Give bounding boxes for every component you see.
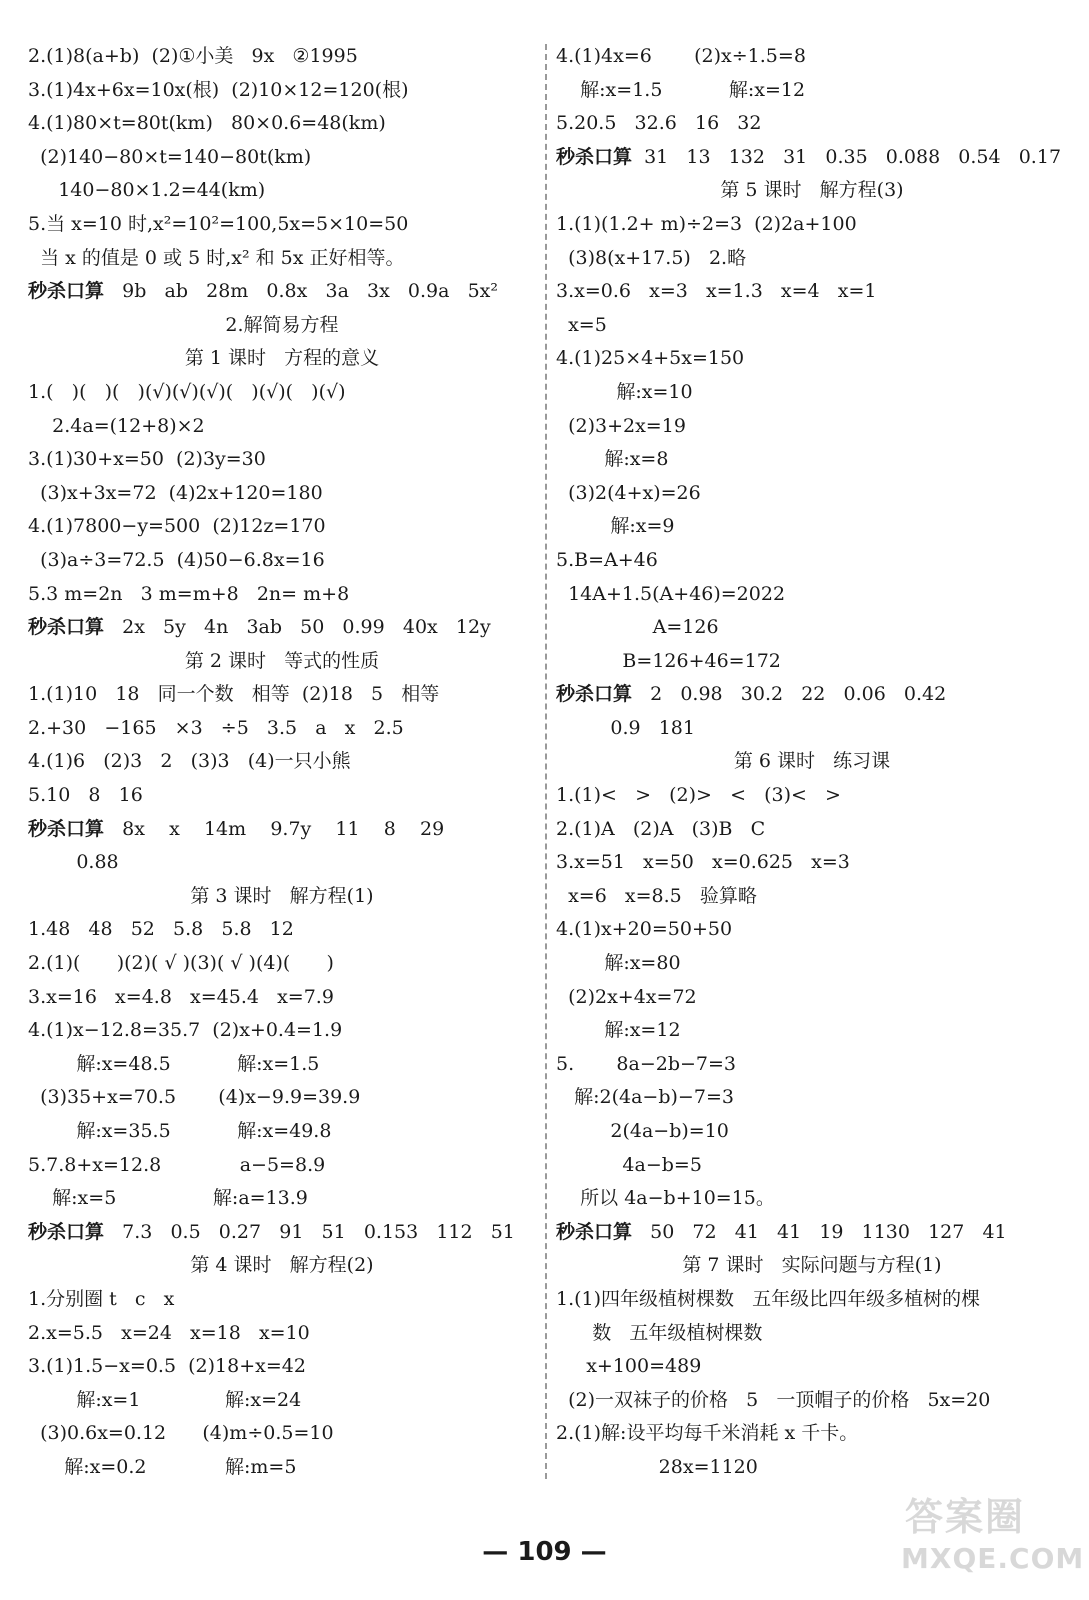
line-text: 解:x=80 bbox=[556, 952, 681, 975]
mental-math-label: 秒杀口算 bbox=[28, 1220, 105, 1243]
answer-line bbox=[28, 174, 536, 208]
column-divider bbox=[545, 44, 547, 1479]
line-text: 4.(1)x+20=50+50 bbox=[556, 918, 733, 941]
answer-line bbox=[28, 443, 536, 477]
line-text: (3)a÷3=72.5 (4)50−6.8x=16 bbox=[28, 548, 325, 571]
line-text: 5.B=A+46 bbox=[556, 548, 658, 571]
answer-line bbox=[556, 1216, 1068, 1250]
line-text: 第 6 课时 练习课 bbox=[733, 750, 891, 773]
section-heading bbox=[28, 309, 536, 343]
answer-line bbox=[28, 678, 536, 712]
answer-line bbox=[28, 611, 536, 645]
mental-math-label: 秒杀口算 bbox=[28, 817, 105, 840]
line-text: 3.x=16 x=4.8 x=45.4 x=7.9 bbox=[28, 985, 334, 1008]
answer-line bbox=[28, 1317, 536, 1351]
line-text: 2.+30 −165 ×3 ÷5 3.5 a x 2.5 bbox=[28, 716, 404, 739]
answer-line bbox=[556, 947, 1068, 981]
line-text: 4.(1)25×4+5x=150 bbox=[556, 347, 745, 370]
line-text: 14A+1.5(A+46)=2022 bbox=[556, 582, 786, 605]
line-text: (3)8(x+17.5) 2.略 bbox=[556, 246, 747, 269]
line-text: (3)0.6x=0.12 (4)m÷0.5=10 bbox=[28, 1422, 334, 1445]
answer-line bbox=[28, 1149, 536, 1183]
answer-line bbox=[28, 913, 536, 947]
watermark-logo bbox=[899, 1486, 1085, 1582]
line-text: 7.3 0.5 0.27 91 51 0.153 112 51 bbox=[104, 1220, 515, 1243]
answer-line bbox=[28, 1216, 536, 1250]
line-text: 第 2 课时 等式的性质 bbox=[184, 649, 380, 672]
section-heading bbox=[556, 745, 1068, 779]
line-text: 4a−b=5 bbox=[556, 1153, 702, 1176]
answer-line bbox=[28, 242, 536, 276]
answer-line bbox=[556, 477, 1068, 511]
line-text: 解:x=8 bbox=[556, 448, 669, 471]
watermark-top-text: 答案圈 bbox=[905, 1495, 1026, 1539]
line-text: 解:x=10 bbox=[556, 380, 693, 403]
answer-line bbox=[28, 1048, 536, 1082]
section-heading bbox=[556, 1249, 1068, 1283]
answer-line bbox=[28, 510, 536, 544]
answer-line bbox=[556, 1451, 1068, 1485]
line-text: 8x x 14m 9.7y 11 8 29 bbox=[104, 817, 445, 840]
line-text: 第 1 课时 方程的意义 bbox=[184, 347, 380, 370]
answer-line bbox=[28, 1384, 536, 1418]
page-number: — 109 — bbox=[482, 1537, 607, 1567]
line-text: 数 五年级植树棵数 bbox=[556, 1321, 763, 1344]
section-heading bbox=[28, 880, 536, 914]
answer-line bbox=[28, 477, 536, 511]
line-text: 3.(1)4x+6x=10x(根) (2)10×12=120(根) bbox=[28, 78, 409, 101]
answer-line bbox=[28, 1115, 536, 1149]
line-text: 解:x=48.5 解:x=1.5 bbox=[28, 1052, 320, 1075]
line-text: 1.分别圈 t c x bbox=[28, 1287, 175, 1310]
line-text: 0.9 181 bbox=[556, 716, 695, 739]
answer-line bbox=[28, 1451, 536, 1485]
right-column bbox=[556, 40, 1068, 1485]
line-text: 解:x=1.5 解:x=12 bbox=[556, 78, 806, 101]
answer-line bbox=[28, 1417, 536, 1451]
line-text: A=126 bbox=[556, 616, 719, 639]
line-text: 1.48 48 52 5.8 5.8 12 bbox=[28, 918, 294, 941]
line-text: 140−80×1.2=44(km) bbox=[28, 179, 266, 202]
line-text: 2 0.98 30.2 22 0.06 0.42 bbox=[632, 683, 947, 706]
answer-line bbox=[556, 107, 1068, 141]
line-text: (3)x+3x=72 (4)2x+120=180 bbox=[28, 481, 323, 504]
line-text: B=126+46=172 bbox=[556, 649, 781, 672]
answer-line bbox=[28, 40, 536, 74]
answer-line bbox=[556, 813, 1068, 847]
line-text: 2.x=5.5 x=24 x=18 x=10 bbox=[28, 1321, 310, 1344]
answer-line bbox=[556, 1417, 1068, 1451]
answer-line bbox=[556, 1317, 1068, 1351]
answer-line bbox=[556, 913, 1068, 947]
answer-line bbox=[556, 275, 1068, 309]
line-text: (2)3+2x=19 bbox=[556, 414, 686, 437]
answer-line bbox=[28, 141, 536, 175]
line-text: 4.(1)7800−y=500 (2)12z=170 bbox=[28, 515, 326, 538]
line-text: (2)2x+4x=72 bbox=[556, 985, 697, 1008]
answer-line bbox=[556, 443, 1068, 477]
answer-line bbox=[28, 981, 536, 1015]
line-text: 4.(1)6 (2)3 2 (3)3 (4)一只小熊 bbox=[28, 750, 351, 773]
section-heading bbox=[28, 645, 536, 679]
line-text: 第 3 课时 解方程(1) bbox=[190, 884, 374, 907]
answer-line bbox=[28, 410, 536, 444]
answer-line bbox=[556, 578, 1068, 612]
answer-line bbox=[556, 141, 1068, 175]
answer-line bbox=[28, 107, 536, 141]
answer-line bbox=[556, 208, 1068, 242]
mental-math-label: 秒杀口算 bbox=[556, 1220, 633, 1243]
line-text: 2.(1)8(a+b) (2)①小美 9x ②1995 bbox=[28, 45, 358, 67]
mental-math-label: 秒杀口算 bbox=[556, 683, 633, 706]
line-text: 2.(1)解:设平均每千米消耗 x 千卡。 bbox=[556, 1422, 859, 1445]
line-text: 31 13 132 31 0.35 0.088 0.54 0.17 bbox=[632, 145, 1062, 168]
answer-line bbox=[556, 1014, 1068, 1048]
line-text: (3)35+x=70.5 (4)x−9.9=39.9 bbox=[28, 1086, 361, 1109]
line-text: 1.(1)10 18 同一个数 相等 (2)18 5 相等 bbox=[28, 683, 440, 706]
answer-line bbox=[28, 1283, 536, 1317]
line-text: 2.4a=(12+8)×2 bbox=[28, 414, 205, 437]
answer-line bbox=[28, 74, 536, 108]
line-text: 当 x 的值是 0 或 5 时,x² 和 5x 正好相等。 bbox=[28, 246, 405, 269]
left-column bbox=[28, 40, 536, 1485]
answer-line bbox=[556, 1149, 1068, 1183]
answer-line bbox=[556, 342, 1068, 376]
answer-line bbox=[556, 1384, 1068, 1418]
line-text: 2(4a−b)=10 bbox=[556, 1120, 729, 1142]
answer-line bbox=[28, 1350, 536, 1384]
line-text: x=6 x=8.5 验算略 bbox=[556, 884, 757, 907]
line-text: (3)2(4+x)=26 bbox=[556, 481, 701, 504]
section-heading bbox=[28, 1249, 536, 1283]
answer-line bbox=[556, 981, 1068, 1015]
line-text: 5.10 8 16 bbox=[28, 784, 143, 807]
answer-line bbox=[556, 880, 1068, 914]
watermark-bottom-text: MXQE.COM bbox=[901, 1542, 1085, 1575]
line-text: 1.(1)四年级植树棵数 五年级比四年级多植树的棵 bbox=[556, 1287, 981, 1310]
answer-line bbox=[556, 1283, 1068, 1317]
line-text: 解:x=35.5 解:x=49.8 bbox=[28, 1120, 332, 1142]
line-text: 解:x=9 bbox=[556, 515, 675, 538]
answer-line bbox=[556, 1081, 1068, 1115]
answer-line bbox=[28, 544, 536, 578]
line-text: 5.20.5 32.6 16 32 bbox=[556, 112, 762, 135]
line-text: 5. 8a−2b−7=3 bbox=[556, 1052, 737, 1075]
answer-line bbox=[28, 947, 536, 981]
line-text: 解:2(4a−b)−7=3 bbox=[556, 1086, 734, 1109]
answer-line bbox=[556, 74, 1068, 108]
answer-line bbox=[28, 578, 536, 612]
line-text: 第 7 课时 实际问题与方程(1) bbox=[682, 1254, 942, 1277]
section-heading bbox=[28, 342, 536, 376]
answer-line bbox=[556, 611, 1068, 645]
answer-line bbox=[556, 779, 1068, 813]
answer-line bbox=[556, 1115, 1068, 1149]
answer-line bbox=[556, 1350, 1068, 1384]
answer-line bbox=[556, 1048, 1068, 1082]
line-text: 解:x=12 bbox=[556, 1019, 681, 1042]
line-text: 1.(1)< > (2)> < (3)< > bbox=[556, 784, 841, 807]
line-text: 2.解简易方程 bbox=[225, 313, 339, 336]
answer-line bbox=[556, 1182, 1068, 1216]
mental-math-label: 秒杀口算 bbox=[28, 280, 105, 303]
line-text: 1.( )( )( )(√)(√)(√)( )(√)( )(√) bbox=[28, 380, 346, 403]
answer-line bbox=[556, 40, 1068, 74]
line-text: 9b ab 28m 0.8x 3a 3x 0.9a 5x² bbox=[104, 280, 499, 303]
line-text: 第 5 课时 解方程(3) bbox=[720, 179, 904, 202]
line-text: 0.88 bbox=[28, 851, 119, 874]
answer-line bbox=[28, 1014, 536, 1048]
answer-line bbox=[556, 510, 1068, 544]
line-text: 5.7.8+x=12.8 a−5=8.9 bbox=[28, 1153, 326, 1176]
line-text: 1.(1)(1.2+ m)÷2=3 (2)2a+100 bbox=[556, 212, 857, 235]
answer-line bbox=[28, 376, 536, 410]
answer-line bbox=[556, 410, 1068, 444]
answer-line bbox=[556, 309, 1068, 343]
line-text: 4.(1)x−12.8=35.7 (2)x+0.4=1.9 bbox=[28, 1019, 343, 1042]
line-text: 解:x=0.2 解:m=5 bbox=[28, 1455, 297, 1478]
line-text: 2.(1)A (2)A (3)B C bbox=[556, 817, 766, 840]
line-text: 5.3 m=2n 3 m=m+8 2n= m+8 bbox=[28, 582, 350, 605]
line-text: (2)140−80×t=140−80t(km) bbox=[28, 145, 312, 168]
line-text: 3.x=51 x=50 x=0.625 x=3 bbox=[556, 851, 850, 874]
answer-line bbox=[556, 242, 1068, 276]
answer-line bbox=[28, 275, 536, 309]
answer-line bbox=[28, 1182, 536, 1216]
answer-line bbox=[28, 712, 536, 746]
line-text: 28x=1120 bbox=[556, 1455, 758, 1478]
line-text: 所以 4a−b+10=15。 bbox=[556, 1187, 775, 1210]
answer-line bbox=[556, 544, 1068, 578]
line-text: 5.当 x=10 时,x²=10²=100,5x=5×10=50 bbox=[28, 212, 409, 235]
answer-line bbox=[28, 1081, 536, 1115]
answer-line bbox=[556, 846, 1068, 880]
line-text: 4.(1)4x=6 (2)x÷1.5=8 bbox=[556, 45, 806, 67]
line-text: 3.(1)30+x=50 (2)3y=30 bbox=[28, 448, 266, 471]
line-text: 2.(1)( )(2)( √ )(3)( √ )(4)( ) bbox=[28, 952, 334, 975]
line-text: 4.(1)80×t=80t(km) 80×0.6=48(km) bbox=[28, 112, 386, 135]
answer-line bbox=[28, 779, 536, 813]
answer-line bbox=[556, 712, 1068, 746]
answer-line bbox=[28, 846, 536, 880]
line-text: 2x 5y 4n 3ab 50 0.99 40x 12y bbox=[104, 616, 491, 639]
answer-line bbox=[28, 745, 536, 779]
line-text: x+100=489 bbox=[556, 1355, 702, 1378]
answer-line bbox=[556, 376, 1068, 410]
line-text: 第 4 课时 解方程(2) bbox=[190, 1254, 374, 1277]
answer-line bbox=[28, 208, 536, 242]
line-text: 解:x=1 解:x=24 bbox=[28, 1388, 302, 1411]
line-text: 50 72 41 41 19 1130 127 41 bbox=[632, 1220, 1007, 1243]
line-text: 3.x=0.6 x=3 x=1.3 x=4 x=1 bbox=[556, 280, 877, 303]
section-heading bbox=[556, 174, 1068, 208]
mental-math-label: 秒杀口算 bbox=[556, 145, 633, 168]
answer-line bbox=[556, 678, 1068, 712]
answer-line bbox=[556, 645, 1068, 679]
line-text: x=5 bbox=[556, 313, 607, 336]
line-text: (2)一双袜子的价格 5 一顶帽子的价格 5x=20 bbox=[556, 1388, 991, 1411]
line-text: 3.(1)1.5−x=0.5 (2)18+x=42 bbox=[28, 1355, 306, 1378]
line-text: 解:x=5 解:a=13.9 bbox=[28, 1187, 308, 1210]
mental-math-label: 秒杀口算 bbox=[28, 616, 105, 639]
answer-line bbox=[28, 813, 536, 847]
